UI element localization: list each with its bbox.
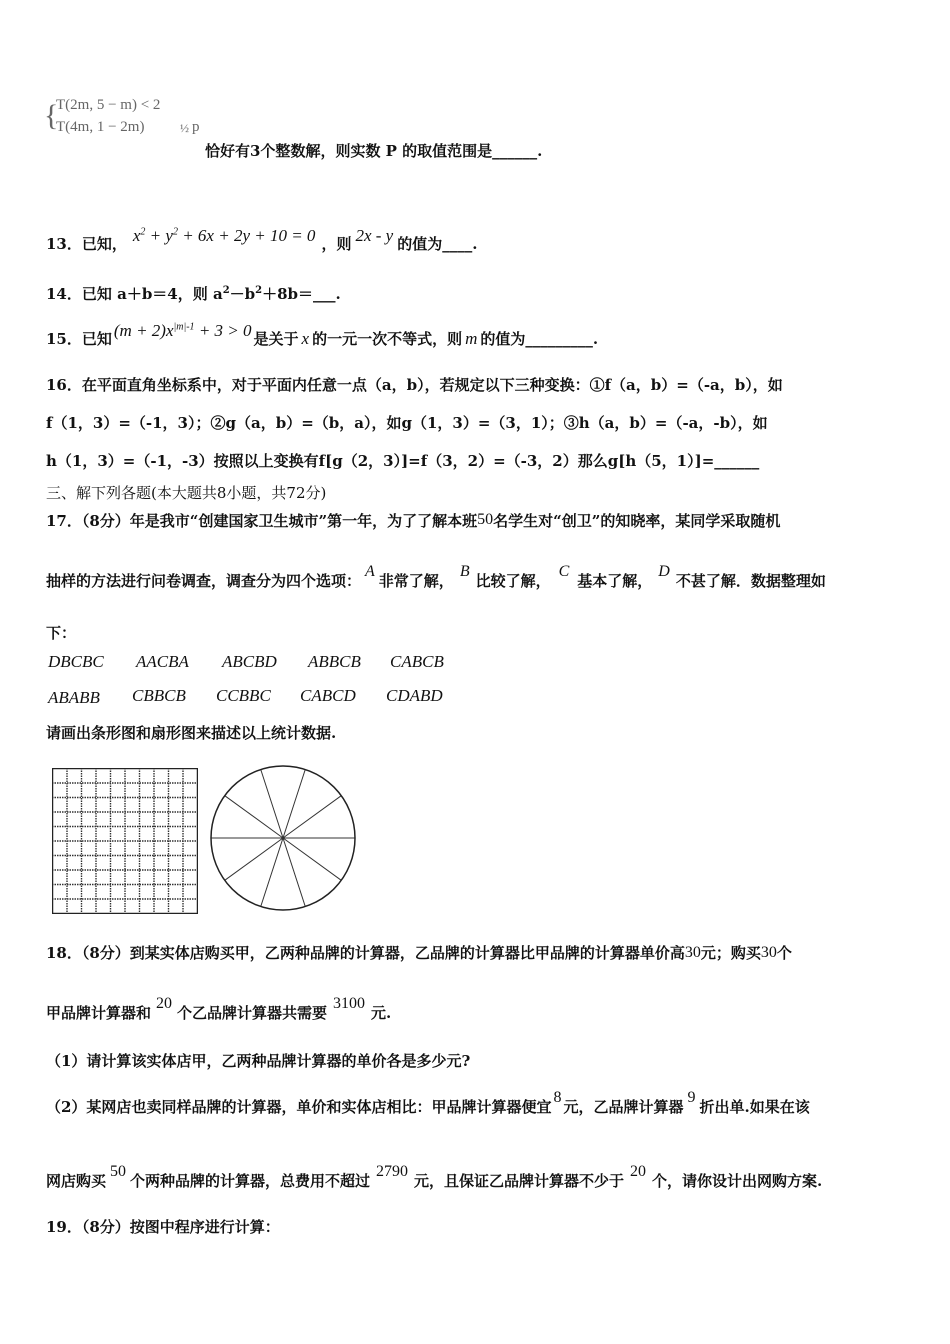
seq-r2-c2: CBBCB — [132, 686, 186, 705]
seq-r1-c3: ABCBD — [222, 652, 277, 671]
q13-prefix: 13．已知， — [46, 235, 127, 253]
q18-num50: 50 — [110, 1163, 127, 1180]
seq-r1-c5: CABCB — [390, 652, 444, 671]
q18-l1c: 个 — [776, 944, 792, 962]
q17-labelB: 比较了解， — [475, 572, 551, 590]
pie-spoke — [225, 838, 283, 880]
q18-num30a: 30 — [684, 944, 701, 961]
seq-r2-c1: ABABB — [48, 688, 100, 707]
q18-part-1: （1）请计算该实体店甲，乙两种品牌计算器的单价各是多少元? — [46, 1052, 471, 1070]
q18-l2c: 元. — [371, 1004, 392, 1022]
q18-l5b: 个两种品牌的计算器，总费用不超过 — [130, 1172, 371, 1190]
system-p: p — [192, 119, 200, 135]
q18-l5c: 元，且保证乙品牌计算器不少于 — [414, 1172, 625, 1190]
q18-num3100: 3100 — [333, 995, 366, 1012]
q18-l2b: 个乙品牌计算器共需要 — [177, 1004, 328, 1022]
question-19: 19．（8分）按图中程序进行计算： — [46, 1218, 280, 1236]
seq-r2-c3: CCBBC — [216, 686, 271, 705]
q13-equation: $x^2 + y^2 + 6x + 2y + 10 = 0$ — [132, 226, 316, 245]
q15-mid1: 是关于 — [253, 330, 299, 348]
q17-optA: A — [365, 563, 375, 580]
pie-spoke — [283, 796, 341, 838]
pie-spoke — [261, 770, 283, 838]
q12-system — [44, 93, 204, 153]
q18-l5a: 网店购买 — [46, 1172, 107, 1190]
q15-prefix: 15．已知 — [46, 330, 112, 348]
q17-instruction: 请画出条形图和扇形图来描述以上统计数据. — [46, 724, 337, 742]
q17-l1a: 17．（8分）年是我市“创建国家卫生城市”第一年，为了了解本班 — [46, 512, 478, 530]
q17-l1b: 名学生对“创卫”的知晓率，某同学采取随机 — [493, 512, 781, 530]
q18-p2a: （2）某网店也卖同样品牌的计算器，单价和实体店相比：甲品牌计算器便宜 — [46, 1098, 552, 1116]
q15-var-m: m — [465, 329, 478, 348]
seq-r1-c2: AACBA — [136, 652, 189, 671]
q18-p2b: 元，乙品牌计算器 — [563, 1098, 684, 1116]
blank-pie-circle — [208, 763, 358, 913]
q18-l1b: 元；购买 — [700, 944, 761, 962]
q18-part-2 — [46, 1089, 810, 1117]
q18-l5d: 个，请你设计出网购方案. — [652, 1172, 823, 1190]
q17-labelC: 基本了解， — [577, 572, 653, 590]
brace: { — [44, 99, 59, 132]
q15-var-x: x — [301, 329, 310, 348]
q18-line-2 — [46, 995, 392, 1023]
pie-spoke — [283, 838, 305, 906]
pie-spoke — [225, 796, 283, 838]
system-line-2: T(4m, 1 − 2m) — [56, 119, 145, 135]
q17-l2a: 抽样的方法进行问卷调查，调查分为四个选项： — [46, 572, 362, 590]
system-fraction: ½ — [180, 121, 189, 135]
q18-line-5 — [46, 1163, 823, 1191]
q13-mid: ，则 — [321, 235, 352, 253]
q18-l2a: 甲品牌计算器和 — [46, 1004, 152, 1022]
q18-num20b: 20 — [630, 1163, 647, 1180]
q18-num20: 20 — [156, 995, 173, 1012]
q17-optD: D — [658, 563, 670, 580]
q18-num2790: 2790 — [376, 1163, 409, 1180]
q16-line-2: f（1，3）=（-1，3）；②g（a，b）=（b，a），如g（1，3）=（3，1）；③h（a，b）=（-a，-b），如 — [46, 414, 768, 432]
pie-spoke — [261, 838, 283, 906]
q16-line-3: h（1，3）=（-1，-3）按照以上变换有f[g（2，3）]=f（3，2）=（-3，2）那么g[h（5，1）]=______ — [46, 452, 760, 470]
system-line-1: T(2m, 5 − m) < 2 — [56, 97, 161, 113]
pie-spoke — [283, 770, 305, 838]
q18-num30b: 30 — [760, 944, 777, 961]
seq-r2-c5: CDABD — [386, 686, 443, 705]
q18-l1a: 18．（8分）到某实体店购买甲，乙两种品牌的计算器，乙品牌的计算器比甲品牌的计算器单价高 — [46, 944, 685, 962]
question-14: 14．已知 a＋b＝4，则 $a^2-b^2+8b=\_\_\_$. — [46, 285, 341, 303]
q17-labelA: 非常了解， — [378, 572, 454, 590]
q13-suffix: 的值为____. — [397, 235, 478, 253]
q16-line-1: 16．在平面直角坐标系中，对于平面内任意一点（a，b），若规定以下三种变换：①f（a，b）=（-a，b），如 — [46, 376, 783, 394]
q17-line-2 — [46, 563, 826, 591]
q15-mid2: 的一元一次不等式，则 — [312, 330, 463, 348]
question-15 — [46, 321, 599, 349]
q15-suffix: 的值为_________. — [480, 330, 599, 348]
pie-spoke — [283, 838, 341, 880]
q17-line-3: 下： — [46, 624, 77, 642]
q12-text: 恰好有3个整数解，则实数 P 的取值范围是______. — [205, 142, 543, 160]
q13-expr: 2x - y — [355, 226, 394, 245]
seq-r1-c1: DBCBC — [48, 652, 104, 671]
q18-p2c: 折出单.如果在该 — [699, 1098, 810, 1116]
q15-expr: $(m + 2)x^{|m|-1} + 3 > 0$ — [113, 321, 252, 340]
seq-r1-c4: ABBCB — [308, 652, 361, 671]
q17-optC: C — [558, 563, 570, 580]
q18-line-1 — [46, 942, 792, 963]
question-13 — [46, 226, 478, 254]
section-3-title: 三、解下列各题(本大题共8小题，共72分) — [46, 484, 327, 502]
q18-num9: 9 — [687, 1089, 696, 1106]
q17-labelD: 不甚了解．数据整理如 — [675, 572, 826, 590]
q17-line-1 — [46, 510, 780, 531]
blank-grid — [52, 768, 198, 914]
q18-num8: 8 — [553, 1089, 562, 1106]
q17-num50: 50 — [477, 511, 494, 528]
q17-optB: B — [459, 563, 470, 580]
seq-r2-c4: CABCD — [300, 686, 356, 705]
